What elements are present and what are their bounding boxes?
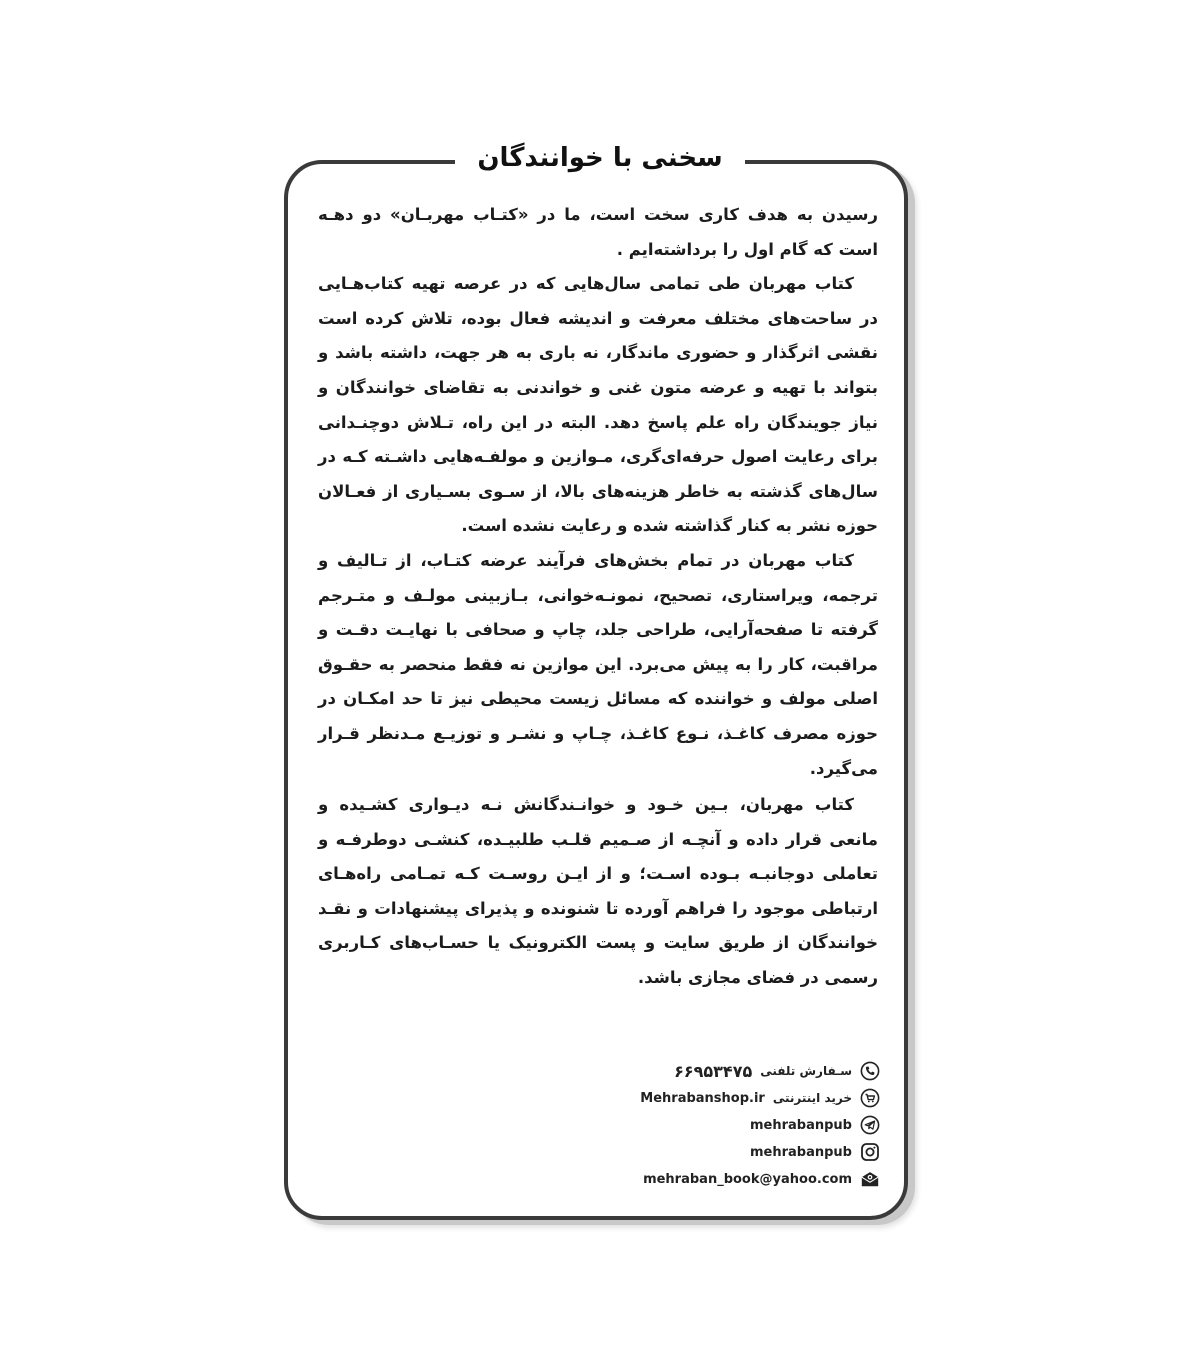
phone-number[interactable]: ۶۶۹۵۳۴۷۵ [674,1061,753,1081]
paragraph-3: کتاب مهربان در تمام بخش‌های فرآیند عرضه کتـاب، از تـالیف و ترجمه، ویراستاری، تصحیح، نمونـه‌خوانی، بـازبینی مولـف و متـرجم گرفته تا صفحه‌آرایی، طراحی جلد، چاپ و صحافی با نهایـت دقـت و مراقبت، کار را به پیش می‌برد. این موازین نه فقط منحصر به حقـوق اصلی مولف و خواننده که مسائل زیست محیطی نیز تا حد امکـان در حوزه مصرف کاغـذ، نـوع کاغـذ، چـاپ و نشـر و توزیـع مـدنظر قـرار می‌گیرد. [318,550,878,778]
instagram-handle[interactable]: mehrabanpub [749,1144,852,1160]
paragraph-4: کتاب مهربان، بـین خـود و خوانـندگانش نـه دیـواری کشـیده و مانعی قرار داده و آنچـه از صـمیم قلـب طلبیـده، کنشـی دوطرفـه و تعاملی دوجانبـه بـوده اسـت؛ و از ایـن روسـت کـه تمـامی راه‌هـای ارتباطی موجود را فراهم آورده تا شنونده و پذیرای پیشنهادات و نقـد خوانندگان از طریق سایت و پست الکترونیک یا حسـاب‌های کـاربری رسمی در فضای مجازی باشد. [318,795,878,988]
paragraph-1: رسیدن به هدف کاری سخت است، ما در «کتـاب مهربـان» دو دهـه است که گام اول را برداشته‌ایم . [318,205,878,259]
contact-telegram[interactable] [640,1112,880,1138]
contact-phone[interactable] [640,1058,880,1084]
shop-label: خرید اینترنتی [772,1091,852,1105]
contact-instagram[interactable] [640,1139,880,1165]
title-wrap [0,138,1200,178]
shopping-cart-icon [860,1088,880,1108]
page-title: سخنی با خوانندگان [455,138,744,178]
instagram-icon [860,1142,880,1162]
shop-url[interactable]: Mehrabanshop.ir [640,1090,765,1106]
contact-list [640,1058,880,1193]
contact-shop[interactable] [640,1085,880,1111]
telegram-handle[interactable]: mehrabanpub [749,1117,852,1133]
contact-email[interactable] [640,1166,880,1192]
phone-icon [860,1061,880,1081]
paragraph-2: کتاب مهربان طی تمامی سال‌هایی که در عرصه تهیه کتاب‌هـایی در ساحت‌های مختلف معرفت و اندیشه فعال بوده، تلاش کرده است نقشی اثرگذار و حضوری ماندگار، نه باری به هر جهت، داشته باشد و بتواند با تهیه و عرضه متون غنی و خواندنی به تقاضای خوانندگان و نیاز جویندگان راه علم پاسخ دهد. البته در این راه، تـلاش دوچنـدانی برای رعایت اصول حرفه‌ای‌گری، مـوازین و مولفـه‌هایی داشـته کـه در سال‌های گذشته به خاطر هزینه‌های بالا، از سـوی بسـیاری از فعـالان حوزه نشر به کنار گذاشته شده و رعایت نشده است. [318,274,878,536]
email-address[interactable]: mehraban_book@yahoo.com [643,1171,852,1187]
phone-label: سـفارش تلفنی [760,1064,852,1078]
body-text [318,198,878,996]
telegram-icon [860,1115,880,1135]
email-icon [860,1169,880,1189]
